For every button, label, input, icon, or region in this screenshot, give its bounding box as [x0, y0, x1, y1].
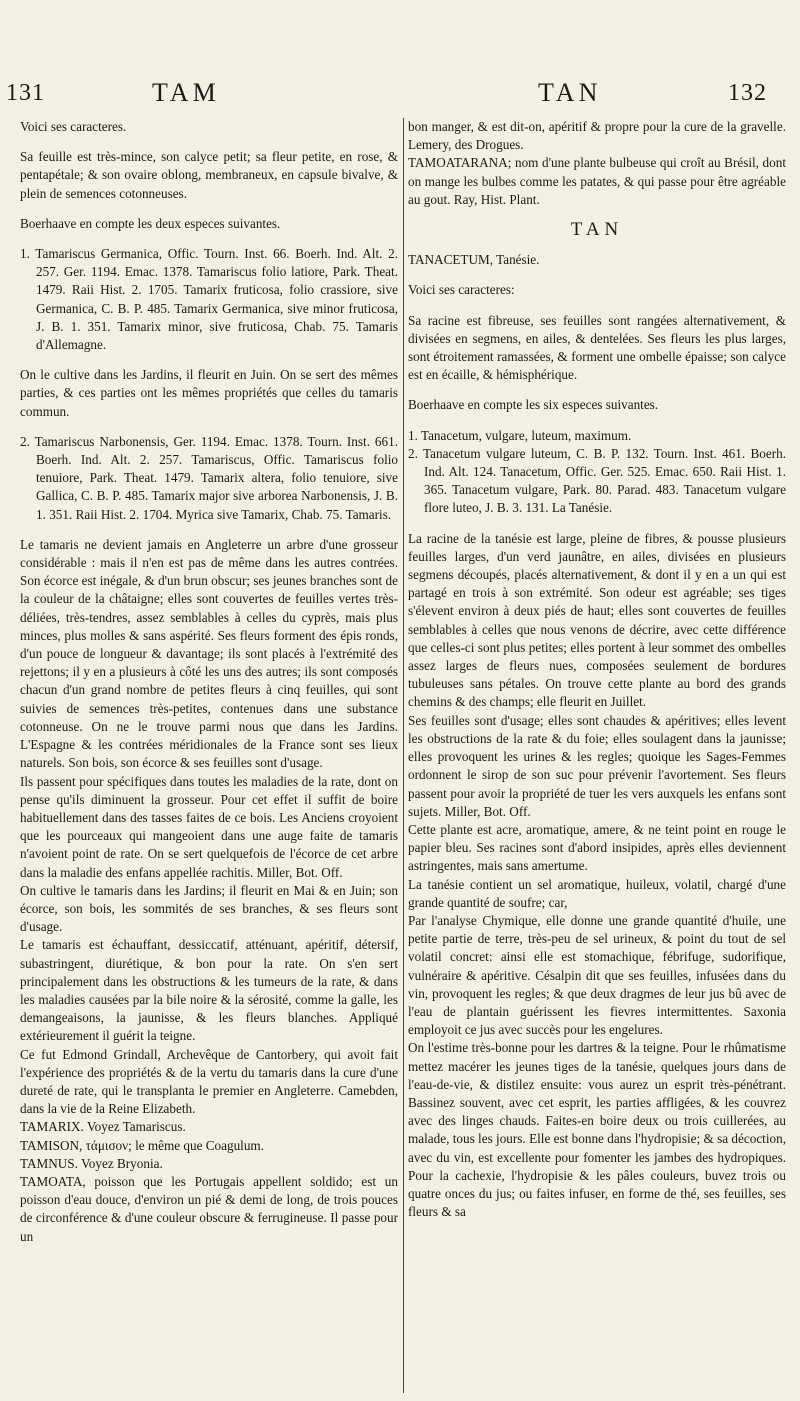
paragraph: La racine de la tanésie est large, pleine de fibres, & pousse plusieurs feuilles larges, d'un verd jaunâtre, en ailes, divisées en plusieurs segmens découpés, placés alternativement, & dont il y en a un qui est partagé en trois à son extrémité. Son odeur est agréable; ses tiges s'élevent environ à deux piés de haut; elles sont couvertes de feuilles semblables à celles que nous venons de décrire, avec cette différence que celles-ci sont plus petites; elles portent à leur sommet des ombelles assez larges de fleurs nues, composées seulement de bordures tubuleuses sans pétales. On trouve cette plante au bord des grands chemins & des champs; elle fleurit en Juillet.	[408, 530, 786, 710]
dictionary-entry: TAMOATARANA; nom d'une plante bulbeuse qui croît au Brésil, dont on mange les bulbes comme les patates, & qui passe pour être agréable au gout. Ray, Hist. Plant.	[408, 155, 786, 207]
paragraph: Boerhaave en compte les deux especes suivantes.	[20, 215, 281, 231]
paragraph: Sa feuille est très-mince, son calyce petit; sa fleur petite, en rose, & pentapétale; & son ovaire oblong, membraneux, en capsule bivalve, & plein de semences cotonneuses.	[20, 149, 398, 201]
paragraph: Le tamaris ne devient jamais en Angleterre un arbre d'une grosseur considérable : mais il n'en est pas de même dans les autres contrées. Son écorce est inégale, & d'un brun obscur; ses jeunes branches sont de la couleur de la châtaigne; elles sont couvertes de feuilles vertes très-déliées, très-tendres, assez semblables à celles du cyprès, mais plus minces, plus molles & sans aspérité. Ses fleurs forment des épis ronds, d'un pouce de longueur & davantage; ils sont placés à l'extrémité des rejettons; il y en a plusieurs à côté les uns des autres; ils sont composés chacun d'un grand nombre de petites fleurs à cinq feuilles, qui sont suivies de semences très-petites, contenues dans une substance cotonneuse. On ne le trouve parmi nous que dans les Jardins. L'Espagne & les contrées méridionales de la France sont ses lieux naturels. Son bois, son écorce & ses feuilles sont d'usage.	[20, 536, 398, 771]
paragraph: On le cultive dans les Jardins, il fleurit en Juin. On se sert des mêmes parties, & ces parties ont les mêmes propriétés que celles du tamaris commun.	[20, 367, 398, 419]
dictionary-entry: TAMNUS. Voyez Bryonia.	[20, 1155, 163, 1171]
paragraph: Ses feuilles sont d'usage; elles sont chaudes & apéritives; elles levent les obstructions de la rate & du foie; elles soulagent dans la jaunisse; elles provoquent les urines & les regles; quoique les Sages-Femmes ordonnent le sirop de son suc pour prévenir l'avortement. Ses fleurs passent pour avoir la propriété de tuer les vers auxquels les enfans sont sujets. Miller, Bot. Off.	[408, 712, 786, 819]
dictionary-entry: TANACETUM, Tanésie.	[408, 252, 540, 268]
page-number-left: 131	[6, 80, 45, 106]
dictionary-entry: TAMOATA, poisson que les Portugais appellent soldido; est un poisson d'eau douce, d'environ un pié & demi de long, de trois pouces de circonférence & d'une couleur obscure & ferrugineuse. Il passe pour un	[20, 1173, 398, 1244]
dictionary-entry: TAMISON, τάμισον; le même que Coagulum.	[20, 1137, 264, 1153]
paragraph: Voici ses caracteres.	[20, 119, 127, 134]
column-divider	[403, 118, 404, 1393]
paragraph: bon manger, & est dit-on, apéritif & propre pour la cure de la gravelle. Lemery, des Drogues.	[408, 119, 786, 153]
paragraph: Voici ses caracteres:	[408, 282, 515, 298]
headword-right: TAN	[538, 78, 602, 107]
paragraph: Par l'analyse Chymique, elle donne une grande quantité d'huile, une petite partie de terre, très-peu de sel urineux, & point du tout de sel volatil concret: ainsi elle est stomachique, fébrifuge, sudorifique, vulnéraire & apéritive. Césalpin dit que ses feuilles, infusées dans du vin, provoquent les regles; & que deux dragmes de leur jus bû avec de l'eau de plantain guérissent les fievres intermittentes. Saxonia employoit ce jus avec succès pour les engelures.	[408, 912, 786, 1038]
paragraph: La tanésie contient un sel aromatique, huileux, volatil, chargé d'une grande quantité de soufre; car,	[408, 876, 786, 910]
species-entry: 1. Tamariscus Germanica, Offic. Tourn. Inst. 66. Boerh. Ind. Alt. 2. 257. Ger. 1194. Emac. 1378. Tamariscus folio latiore, Park. Theat. 1479. Raii Hist. 2. 1705. Tamarix fruticosa, folio crassiore, sive Germanica, C. B. P. 485. Tamarix Germanica, sive minor fruticosa, J. B. 1. 351. Tamarix minor, sive fruticosa, Chab. 75. Tamaris d'Allemagne.	[20, 246, 398, 353]
paragraph: Boerhaave en compte les six especes suivantes.	[408, 397, 659, 413]
right-column	[408, 118, 786, 1398]
paragraph: Cette plante est acre, aromatique, amere, & ne teint point en rouge le papier bleu. Ses racines sont d'abord insipides, après elles deviennent astringentes, mais sans amertume.	[408, 821, 786, 874]
paragraph: On cultive le tamaris dans les Jardins; il fleurit en Mai & en Juin; son écorce, son bois, les sommités de ses branches, & ses fleurs sont d'usage.	[20, 882, 398, 935]
running-header	[0, 78, 800, 112]
species-entry: 2. Tamariscus Narbonensis, Ger. 1194. Emac. 1378. Tourn. Inst. 661. Boerh. Ind. Alt. 2. 257. Tamariscus, Offic. Tamariscus folio tenuiore, Park. Theat. 1479. Tamarix altera, folio tenuiore, sive Gallica, C. B. P. 485. Tamarix major sive arborea Narbonensis, J. B. 1. 351. Raii Hist. 2. 1704. Myrica sive Tamarix, Chab. 75. Tamaris.	[20, 433, 398, 522]
headword-left: TAM	[152, 78, 220, 107]
paragraph: Le tamaris est échauffant, dessiccatif, atténuant, apéritif, détersif, subastringent, diurétique, & bon pour la rate. On s'en sert principalement dans les obstructions & les tumeurs de la rate, & dans les maladies causées par la bile noire & la sérosité, comme la galle, les demangeaisons, la jaunisse, & les fleurs blanches. Appliqué extérieurement il guérit la teigne.	[20, 937, 398, 1044]
section-heading: TAN	[570, 219, 624, 241]
paragraph: Sa racine est fibreuse, ses feuilles sont rangées alternativement, & divisées en segmens, en ailes, & dentelées. Ses fleurs les plus larges, sont étroitement ramassées, & forment une ombelle épaisse; son calyce est en écaille, & hémisphérique.	[408, 312, 786, 383]
page-number-right: 132	[728, 80, 767, 106]
dictionary-entry: TAMARIX. Voyez Tamariscus.	[20, 1119, 186, 1135]
paragraph: Ce fut Edmond Grindall, Archevêque de Cantorbery, qui avoit fait l'expérience des propriétés & de la vertu du tamaris dans la cure d'une dureté de rate, qui le transplanta le premier en Angleterre. Camebden, dans la vie de la Reine Elizabeth.	[20, 1046, 398, 1117]
paragraph: Ils passent pour spécifiques dans toutes les maladies de la rate, dont on pense qu'ils diminuent la grosseur. Pour cet effet il suffit de boire habituellement dans des tasses faites de ce bois. Les Anciens croyoient que les pourceaux qui mangeoient dans une auge faite de tamaris n'avoient point de rate. On se sert quelquefois de l'écorce de cet arbre dans la maladie des enfans appellée rachitis. Miller, Bot. Off.	[20, 773, 398, 880]
species-entry: 1. Tanacetum, vulgare, luteum, maximum.	[408, 427, 632, 443]
left-column	[20, 118, 398, 1398]
paragraph: On l'estime très-bonne pour les dartres & la teigne. Pour le rhûmatisme mettez macérer les jeunes tiges de la tanésie, quelques jours dans de l'eau-de-vie, & distilez ensuite: vous aurez un esprit très-pénétrant. Bassinez souvent, avec cet esprit, les parties affligées, & les couvrez avec des linges chauds. Faites-en boire deux ou trois cuillerées, au malade, tous les jours. Elle est bonne dans l'hydropisie; & sa décoction, avec du vin, est excellente pour fomenter les jambes des hydropiques. Pour la cachexie, l'hydropisie & les pâles couleurs, buvez trois ou quatre onces du jus; ou faites infuser, en forme de thé, ses feuilles, ses fleurs & sa	[408, 1040, 786, 1220]
species-entry: 2. Tanacetum vulgare luteum, C. B. P. 132. Tourn. Inst. 461. Boerh. Ind. Alt. 124. Tanacetum, Offic. Ger. 525. Emac. 650. Raii Hist. 1. 365. Tanacetum vulgare, Park. 80. Parad. 483. Tanacetum vulgare flore luteo, J. B. 3. 131. La Tanésie.	[408, 445, 786, 516]
